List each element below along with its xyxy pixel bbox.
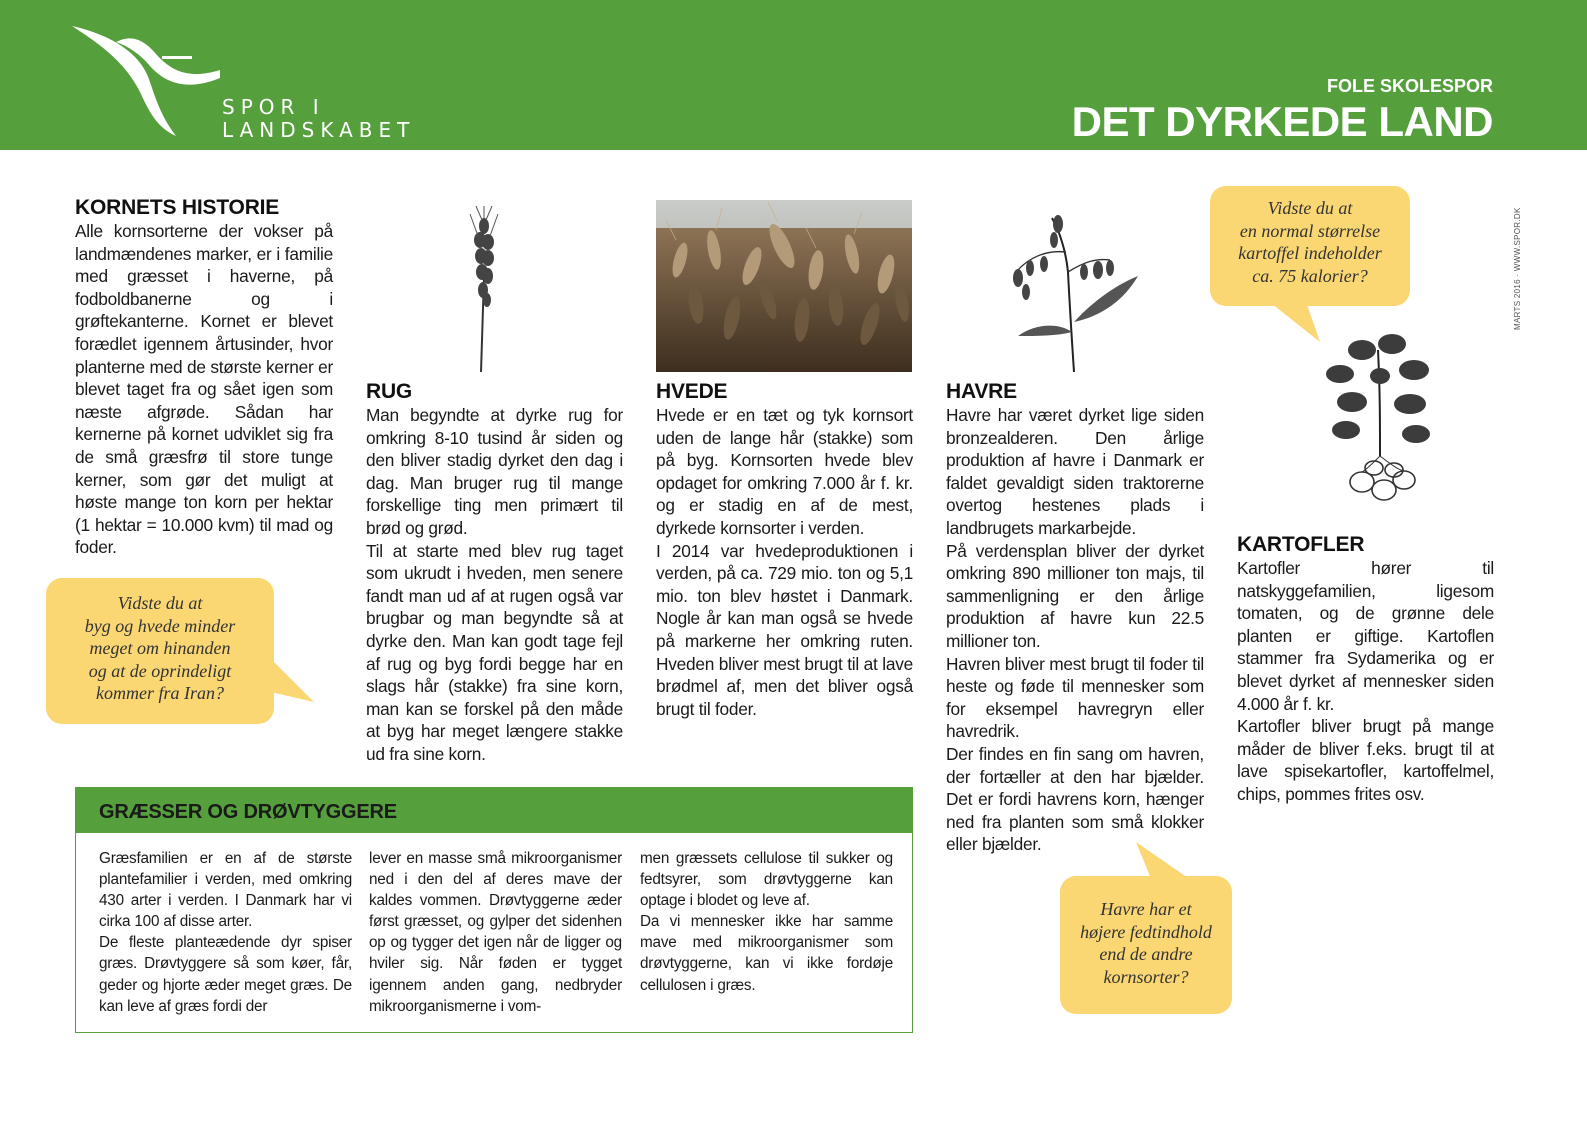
section-heading: KARTOFLER <box>1237 533 1365 556</box>
paragraph: Havren bliver mest brugt til foder til heste og føde til mennesker som for eksempel havregryn eller havredrik. <box>946 653 1204 742</box>
section-heading: KORNETS HISTORIE <box>75 196 280 219</box>
potato-plant-illustration <box>1322 330 1440 512</box>
paragraph: Kartofler hører til natskyggefamilien, ligesom tomaten, og de grønne dele planten er giftige. Kartoflen stammer fra Sydamerika og er blevet dyrket af mennesker siden 4.000 år f. kr. <box>1237 558 1494 714</box>
paragraph: Man begyndte at dyrke rug for omkring 8-10 tusind år siden og den bliver stadig dyrket den dag i dag. Man bruger rug til mange forskellige ting men primært til brød og grød. <box>366 405 623 538</box>
did-you-know-bubble-potato <box>1210 186 1410 306</box>
paragraph: Havre har været dyrket lige siden bronzealderen. Den årlige produktion af havre i Danmark er faldet gevaldigt siden traktorerne overtog hestenes plads i landbrugets markarbejde. <box>946 405 1204 538</box>
bubble-line: end de andre <box>1099 944 1193 964</box>
bubble-line: ca. 75 kalorier? <box>1252 265 1368 286</box>
section-rug <box>366 380 623 766</box>
bubble-line: meget om hinanden <box>89 638 231 658</box>
box-column-3 <box>640 848 893 996</box>
bubble-line: Havre har et <box>1100 899 1192 919</box>
oat-illustration <box>998 212 1144 372</box>
side-note <box>1501 200 1522 340</box>
bubble-line: kartoffel indeholder <box>1238 243 1382 263</box>
bubble-line: byg og hvede minder <box>84 615 236 636</box>
paragraph: Der findes en fin sang om havren, der fortæller at den har bjælder. Det er fordi havrens korn, hænger ned fra planten som små klokker eller bjælder. <box>946 743 1204 855</box>
logo-text-line1: SPOR I <box>222 95 325 119</box>
box-column-2 <box>369 848 622 1017</box>
grass-ruminants-box <box>75 787 913 1033</box>
bubble-line: kommer fra Iran? <box>96 683 224 703</box>
school-name: FOLE SKOLESPOR <box>1326 76 1493 96</box>
bubble-text <box>46 578 274 705</box>
section-havre <box>946 380 1204 856</box>
rye-illustration <box>462 206 506 374</box>
section-hvede <box>656 380 913 720</box>
section-heading: RUG <box>366 380 413 403</box>
side-note-text: MARTS 2016 · WWW.SPOR.DK <box>1513 207 1522 330</box>
paragraph: De fleste planteædende dyr spiser græs. Drøvtyggere så som køer, får, geder og hjorte æder meget græs. De kan leve af græs fordi der <box>99 934 352 1015</box>
logo-text <box>222 96 415 142</box>
page-title: DET DYRKEDE LAND <box>1071 98 1493 145</box>
did-you-know-bubble-iran <box>46 578 274 724</box>
paragraph: Da vi mennesker ikke har samme mave med mikroorganismer som drøvtyggerne, kan vi ikke fordøje cellulosen i græs. <box>640 913 893 994</box>
logo-text-line2: LANDSKABET <box>222 118 416 142</box>
paragraph: Kartofler bliver brugt på mange måder de bliver f.eks. brugt til at lave spisekartofler, kartoffelmel, chips, pommes frites osv. <box>1237 716 1494 804</box>
section-heading: HVEDE <box>656 380 728 403</box>
bubble-text <box>1210 186 1410 287</box>
bubble-text <box>1060 876 1232 988</box>
section-heading: HAVRE <box>946 380 1017 403</box>
box-title: GRÆSSER OG DRØVTYGGERE <box>99 801 397 823</box>
bubble-line: højere fedtindhold <box>1080 921 1212 942</box>
bubble-line: en normal størrelse <box>1239 220 1381 241</box>
bubble-line: kornsorter? <box>1103 966 1189 987</box>
box-column-1 <box>99 848 352 1017</box>
paragraph: Hvede er en tæt og tyk kornsort uden de lange hår (stakke) som på byg. Kornsorten hvede blev opdaget for omkring 7.000 år f. kr. og er stadig en af de mest, dyrkede kornsorter i verden. <box>656 405 913 538</box>
bubble-line: Vidste du at <box>1267 198 1353 218</box>
did-you-know-bubble-oat <box>1060 876 1232 1014</box>
paragraph: Græsfamilien er en af de største plantefamilier i verden, med omkring 430 arter i verden. I Danmark har vi cirka 100 af disse arter. <box>99 850 352 931</box>
paragraph: men græssets cellulose til sukker og fedtsyrer, som drøvtyggerne kan optage i blodet og leve af. <box>640 850 893 910</box>
paragraph: Alle kornsorterne der vokser på landmændenes marker, er i familie med græsset i haverne, på fodboldbanerne og i grøftekanterne. Kornet er blevet forædlet igennem årtusinder, hvor planterne med de største kerner er blevet taget fra og sået igen som næste afgrøde. Sådan har kernerne på kornet udviklet sig fra de små græsfrø til store tunge kerner, som gør det muligt at høste mange ton korn per hektar (1 hektar = 10.000 kvm) til mad og foder. <box>75 221 333 558</box>
section-kornets-historie <box>75 196 333 559</box>
paragraph: Til at starte med blev rug taget som ukrudt i hveden, men senere fandt man ud af at rugen også var brugbar og man begyndte så at dyrke den. Man kan godt tage fejl af rug og byg fordi begge har en slags hår (stakke) fra sine korn, man kan se forskel på den måde at byg har meget længere stakke ud fra sine korn. <box>366 540 623 764</box>
wheat-field-photo <box>656 200 912 372</box>
bubble-line: og at de oprindeligt <box>88 660 232 681</box>
paragraph: I 2014 var hvedeproduktionen i verden, på ca. 729 mio. ton og 5,1 mio. ton blev høstet i Danmark. Nogle år kan man også se hvede på markerne her omkring ruten. Hveden bliver mest brugt til at lave brødmel af, men det bliver også brugt til foder. <box>656 540 913 719</box>
section-kartofler <box>1237 533 1494 806</box>
paragraph: lever en masse små mikroorganismer ned i den del af deres mave der kaldes vommen. Drøvtyggerne æder først græsset, og gylper det sidenhen op og tygger det igen når de ligger og hviler sig. Når føden er tygget igennem anden gang, nedbryder mikroorganismerne i vom- <box>369 850 622 1015</box>
paragraph: På verdensplan bliver der dyrket omkring 890 millioner ton majs, til sammenligning er den årlige produktion af havre kun 22.5 millioner ton. <box>946 540 1204 651</box>
bubble-line: Vidste du at <box>117 593 203 613</box>
spor-logo-icon <box>70 22 230 140</box>
